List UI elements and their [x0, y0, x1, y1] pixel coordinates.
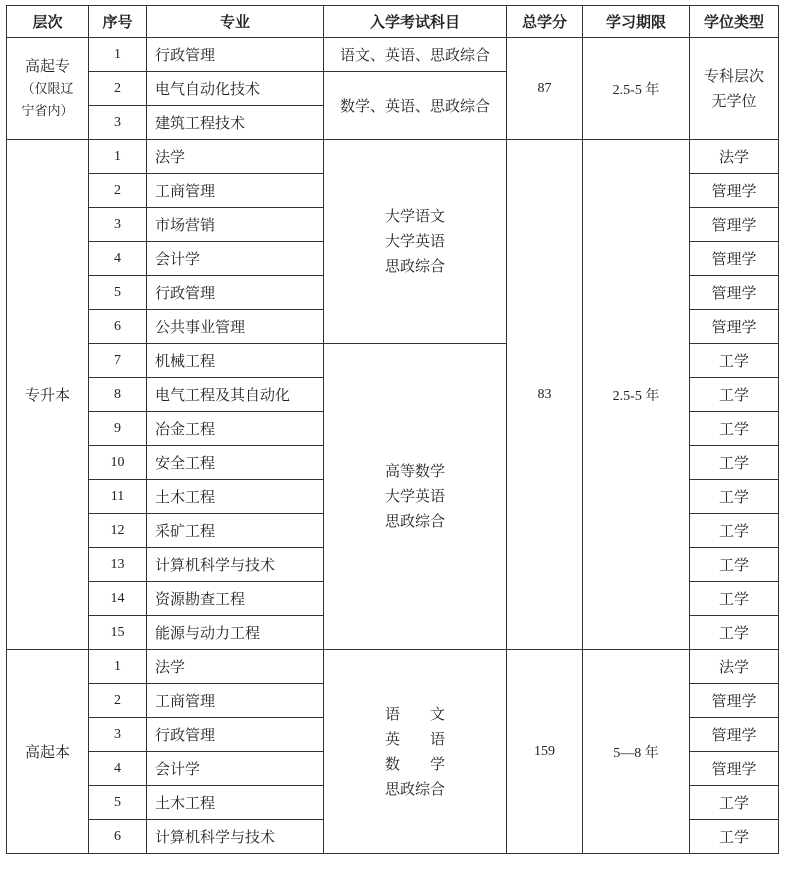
row-no: 6: [89, 310, 147, 344]
level-cell-zsb: 专升本: [7, 140, 89, 650]
header-credits: 总学分: [507, 6, 583, 38]
row-major: 冶金工程: [147, 412, 324, 446]
row-degree: 工学: [690, 820, 779, 854]
row-major: 安全工程: [147, 446, 324, 480]
row-degree: 管理学: [690, 718, 779, 752]
row-major: 行政管理: [147, 38, 324, 72]
table-row: [7, 140, 779, 174]
exam-line: 语 文: [384, 704, 445, 723]
credits-cell: 83: [507, 140, 583, 650]
row-major: 计算机科学与技术: [147, 820, 324, 854]
row-degree: 法学: [690, 140, 779, 174]
exam-line: 英 语: [384, 729, 445, 748]
period-cell: 2.5-5 年: [583, 140, 690, 650]
level-cell-gqb: 高起本: [7, 650, 89, 854]
row-major: 行政管理: [147, 718, 324, 752]
row-degree: 工学: [690, 616, 779, 650]
row-degree: 工学: [690, 446, 779, 480]
row-major: 工商管理: [147, 174, 324, 208]
row-degree: 管理学: [690, 684, 779, 718]
header-no: 序号: [89, 6, 147, 38]
exam-cell: 数学、英语、思政综合: [324, 72, 507, 140]
level-note: 宁省内）: [21, 104, 74, 119]
row-degree: 工学: [690, 480, 779, 514]
header-exam: 入学考试科目: [324, 6, 507, 38]
row-no: 6: [89, 820, 147, 854]
row-no: 1: [89, 38, 147, 72]
row-major: 工商管理: [147, 684, 324, 718]
exam-line: 高等数学: [384, 462, 445, 480]
row-no: 2: [89, 174, 147, 208]
row-major: 公共事业管理: [147, 310, 324, 344]
exam-line: 思政综合: [384, 779, 445, 798]
degree-line: 专科层次: [703, 66, 764, 85]
row-no: 8: [89, 378, 147, 412]
level-cell-gqz: [7, 38, 89, 140]
row-major: 资源勘查工程: [147, 582, 324, 616]
header-period: 学习期限: [583, 6, 690, 38]
level-label: 高起专: [24, 57, 70, 75]
row-major: 土木工程: [147, 480, 324, 514]
row-major: 市场营销: [147, 208, 324, 242]
row-no: 5: [89, 786, 147, 820]
row-major: 采矿工程: [147, 514, 324, 548]
table-row: [7, 650, 779, 684]
row-no: 3: [89, 106, 147, 140]
row-major: 计算机科学与技术: [147, 548, 324, 582]
row-no: 15: [89, 616, 147, 650]
exam-cell: [324, 344, 507, 650]
row-no: 2: [89, 684, 147, 718]
row-degree: 管理学: [690, 752, 779, 786]
row-degree: 管理学: [690, 310, 779, 344]
degree-cell: [690, 38, 779, 140]
row-degree: 工学: [690, 412, 779, 446]
exam-cell: [324, 140, 507, 344]
credits-cell: 87: [507, 38, 583, 140]
row-major: 能源与动力工程: [147, 616, 324, 650]
row-no: 1: [89, 650, 147, 684]
row-major: 土木工程: [147, 786, 324, 820]
period-cell: 5—8 年: [583, 650, 690, 854]
row-degree: 管理学: [690, 208, 779, 242]
row-degree: 工学: [690, 514, 779, 548]
exam-line: 大学语文: [384, 207, 445, 225]
row-major: 法学: [147, 650, 324, 684]
row-major: 电气工程及其自动化: [147, 378, 324, 412]
row-no: 4: [89, 752, 147, 786]
row-no: 11: [89, 480, 147, 514]
row-no: 2: [89, 72, 147, 106]
row-degree: 工学: [690, 786, 779, 820]
row-major: 会计学: [147, 242, 324, 276]
period-cell: 2.5-5 年: [583, 38, 690, 140]
row-no: 10: [89, 446, 147, 480]
row-no: 13: [89, 548, 147, 582]
row-no: 9: [89, 412, 147, 446]
row-major: 会计学: [147, 752, 324, 786]
row-degree: 工学: [690, 344, 779, 378]
program-table: [6, 5, 779, 854]
row-major: 法学: [147, 140, 324, 174]
row-degree: 管理学: [690, 174, 779, 208]
row-major: 机械工程: [147, 344, 324, 378]
exam-line: 大学英语: [384, 232, 445, 250]
row-no: 3: [89, 208, 147, 242]
row-major: 电气自动化技术: [147, 72, 324, 106]
header-level: 层次: [7, 6, 89, 38]
row-no: 12: [89, 514, 147, 548]
exam-line: 思政综合: [384, 512, 445, 530]
level-note: （仅限辽: [21, 82, 74, 97]
exam-cell: [324, 650, 507, 854]
row-no: 4: [89, 242, 147, 276]
row-major: 建筑工程技术: [147, 106, 324, 140]
row-degree: 管理学: [690, 276, 779, 310]
row-degree: 管理学: [690, 242, 779, 276]
exam-cell: 语文、英语、思政综合: [324, 38, 507, 72]
degree-line: 无学位: [711, 91, 757, 110]
row-degree: 法学: [690, 650, 779, 684]
row-no: 5: [89, 276, 147, 310]
row-no: 7: [89, 344, 147, 378]
row-no: 14: [89, 582, 147, 616]
exam-line: 大学英语: [384, 487, 445, 505]
exam-line: 数 学: [384, 754, 445, 773]
row-degree: 工学: [690, 548, 779, 582]
row-major: 行政管理: [147, 276, 324, 310]
header-row: [7, 6, 779, 38]
table-row: [7, 38, 779, 72]
row-degree: 工学: [690, 378, 779, 412]
exam-line: 思政综合: [384, 257, 445, 275]
row-degree: 工学: [690, 582, 779, 616]
credits-cell: 159: [507, 650, 583, 854]
row-no: 3: [89, 718, 147, 752]
header-degree: 学位类型: [690, 6, 779, 38]
row-no: 1: [89, 140, 147, 174]
header-major: 专业: [147, 6, 324, 38]
